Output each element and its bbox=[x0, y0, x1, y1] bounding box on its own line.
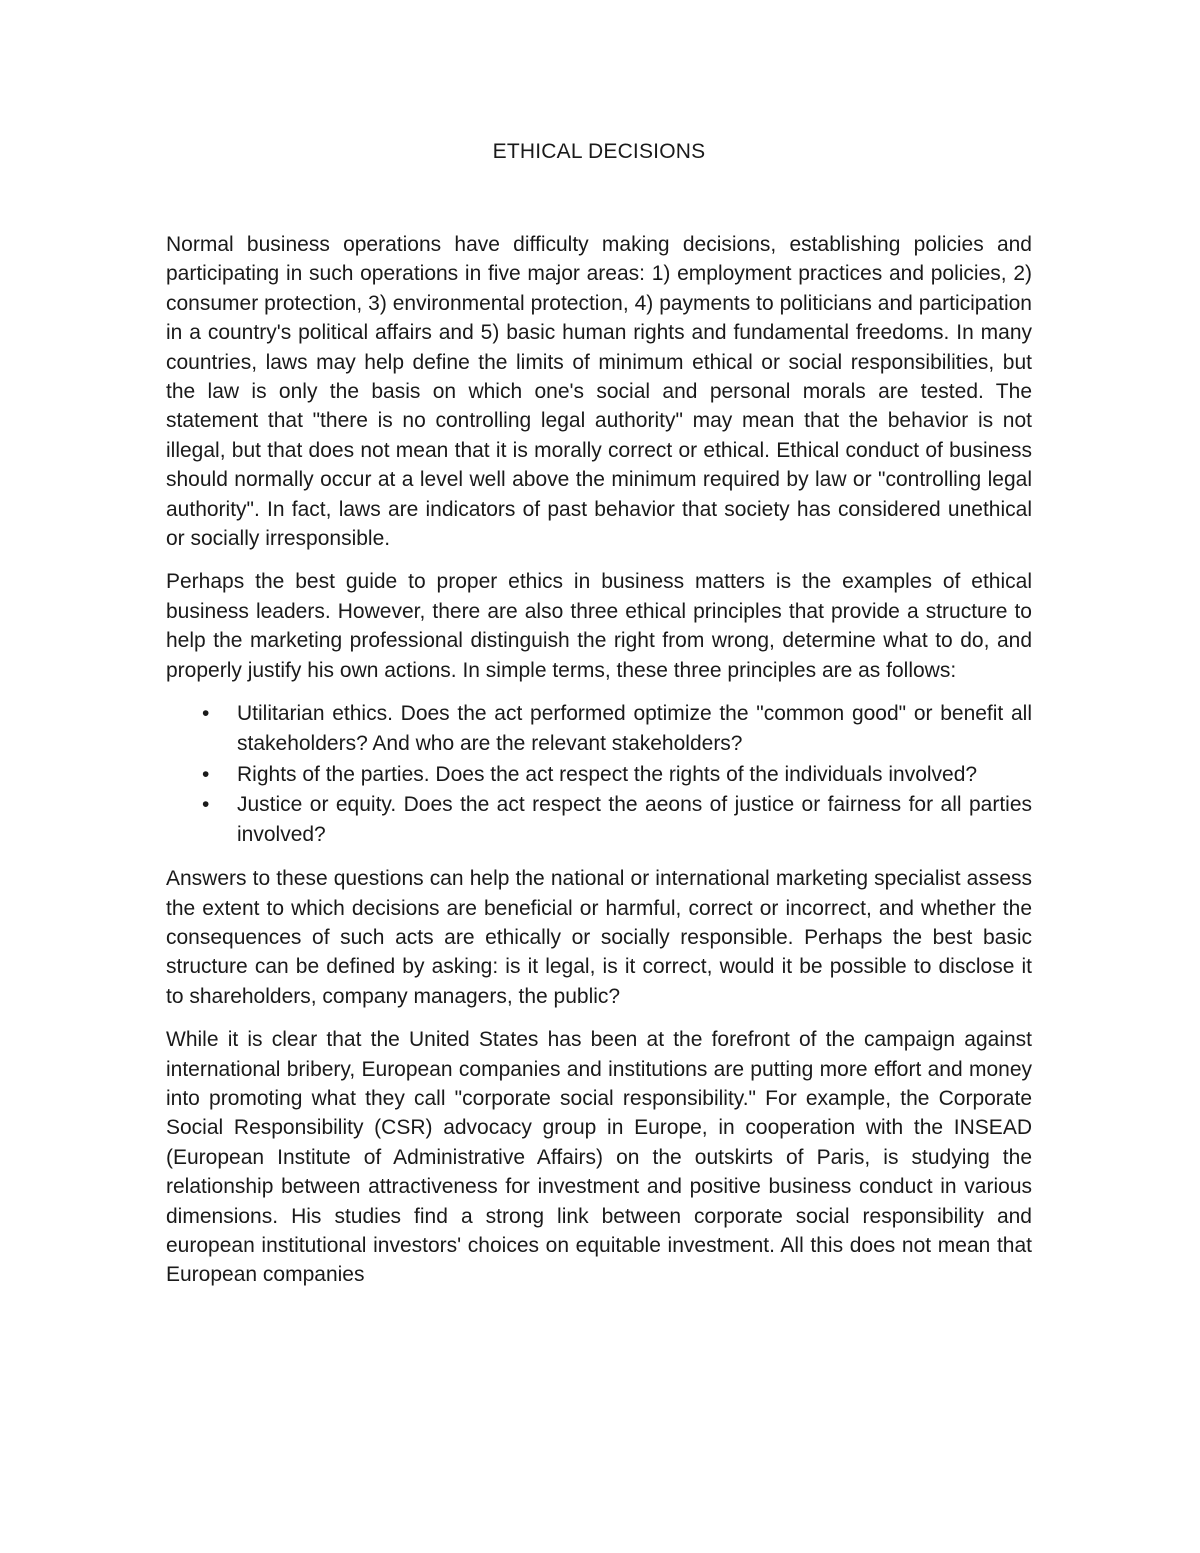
bullet-icon: • bbox=[202, 702, 210, 726]
document-title: ETHICAL DECISIONS bbox=[492, 140, 706, 163]
paragraph-4: While it is clear that the United States has been at the forefront of the campaign against international bribery, European companies and institutions are putting more effort and money into promoting what they call "corporate social responsibility." For example, the Corporate Social Responsibility (CSR) advocacy group in Europe, in cooperation with the INSEAD (European Institute of Administrative Affairs) on the outskirts of Paris, is studying the relationship between attractiveness for investment and positive business conduct in various dimensions. His studies find a strong link between corporate social responsibility and european institutional investors' choices on equitable investment. All this does not mean that European companies bbox=[166, 1028, 1032, 1287]
principles-list bbox=[166, 699, 1032, 850]
document-body bbox=[166, 136, 1032, 1304]
list-item-text: Rights of the parties. Does the act respect the rights of the individuals involved? bbox=[237, 762, 978, 786]
list-item bbox=[166, 790, 1032, 850]
list-item bbox=[166, 699, 1032, 759]
list-item bbox=[166, 760, 1032, 790]
paragraph-1: Normal business operations have difficulty making decisions, establishing policies and participating in such operations in five major areas: 1) employment practices and policies, 2) consumer protection, 3) environmental protection, 4) payments to politicians and participation in a country's political affairs and 5) basic human rights and fundamental freedoms. In many countries, laws may help define the limits of minimum ethical or social responsibilities, but the law is only the basis on which one's social and personal morals are tested. The statement that "there is no controlling legal authority" may mean that the behavior is not illegal, but that does not mean that it is morally correct or ethical. Ethical conduct of business should normally occur at a level well above the minimum required by law or "controlling legal authority". In fact, laws are indicators of past behavior that society has considered unethical or socially irresponsible. bbox=[166, 233, 1032, 551]
bullet-icon: • bbox=[202, 762, 210, 786]
paragraph-3: Answers to these questions can help the national or international marketing specialist assess the extent to which decisions are beneficial or harmful, correct or incorrect, and whether the consequences of such acts are ethically or socially responsible. Perhaps the best basic structure can be defined by asking: is it legal, is it correct, would it be possible to disclose it to shareholders, company managers, the public? bbox=[166, 867, 1032, 1008]
paragraph-2: Perhaps the best guide to proper ethics in business matters is the examples of ethical business leaders. However, there are also three ethical principles that provide a structure to help the marketing professional distinguish the right from wrong, determine what to do, and properly justify his own actions. In simple terms, these three principles are as follows: bbox=[166, 570, 1032, 682]
list-item-text: Utilitarian ethics. Does the act performed optimize the "common good" or benefit all stakeholders? And who are the relevant stakeholders? bbox=[237, 702, 1032, 756]
list-item-text: Justice or equity. Does the act respect the aeons of justice or fairness for all parties involved? bbox=[237, 792, 1032, 846]
bullet-icon: • bbox=[202, 792, 210, 816]
